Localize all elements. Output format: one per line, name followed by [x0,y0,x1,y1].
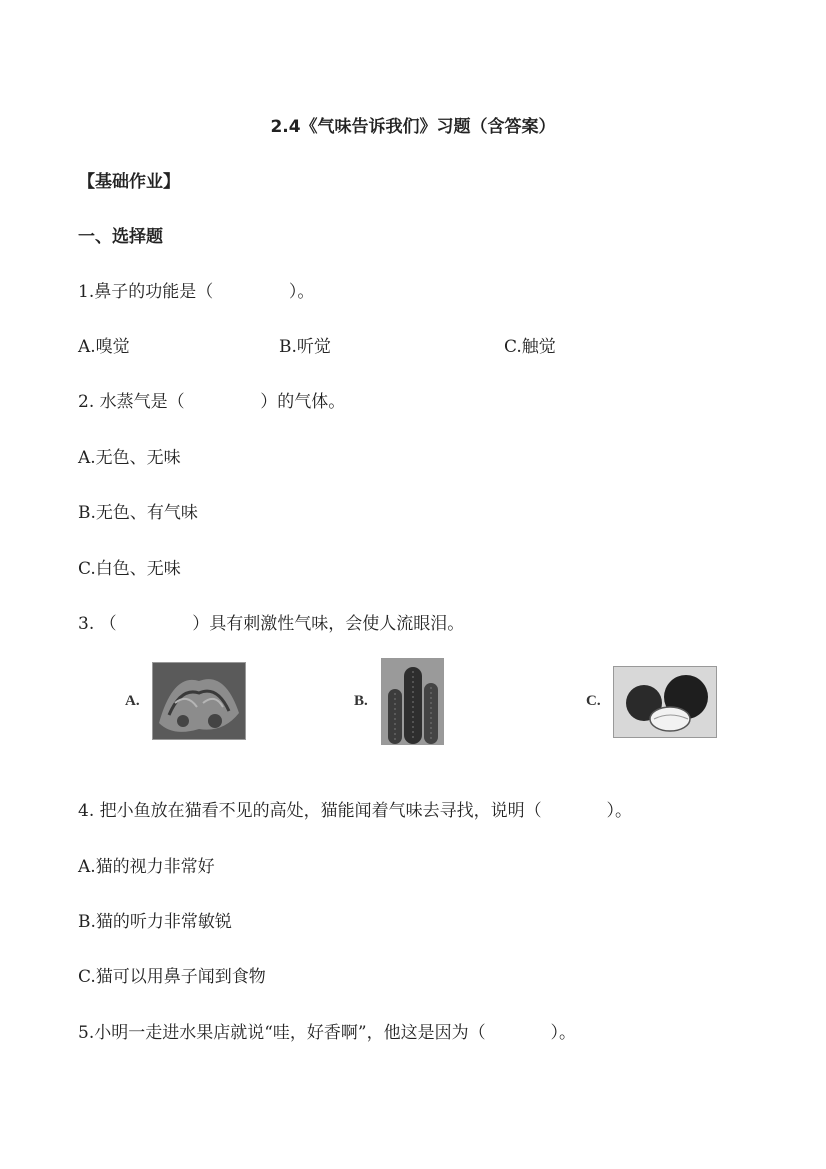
question-2-option-b[interactable]: B.无色、有气味 [78,503,198,523]
question-3-option-a-label[interactable]: A. [125,693,140,709]
question-1-option-b[interactable]: B.听觉 [279,337,331,357]
question-3-stem: 3. （ ）具有刺激性气味，会使人流眼泪。 [78,614,465,634]
question-2-stem: 2. 水蒸气是（ ）的气体。 [78,392,346,412]
question-3-option-b-label[interactable]: B. [354,693,368,709]
question-4-stem: 4. 把小鱼放在猫看不见的高处，猫能闻着气味去寻找，说明（ ）。 [78,801,632,821]
question-3-option-c-label[interactable]: C. [586,693,601,709]
question-4-option-a[interactable]: A.猫的视力非常好 [78,857,215,877]
page-title: 2.4《气味告诉我们》习题（含答案） [270,117,556,137]
question-1-option-a[interactable]: A.嗅觉 [78,337,130,357]
question-4-option-b[interactable]: B.猫的听力非常敏锐 [78,912,232,932]
question-1-stem: 1.鼻子的功能是（ ）。 [78,282,315,302]
leafy-vegetable-picture[interactable] [152,662,246,740]
question-5-stem: 5.小明一走进水果店就说“哇，好香啊”，他这是因为（ ）。 [78,1023,576,1043]
question-2-option-c[interactable]: C.白色、无味 [78,559,181,579]
onion-picture[interactable] [613,666,717,738]
part-heading-choice: 一、选择题 [78,227,163,247]
question-1-option-c[interactable]: C.触觉 [504,337,556,357]
section-heading-basic: 【基础作业】 [78,172,180,192]
question-2-option-a[interactable]: A.无色、无味 [78,448,181,468]
question-4-option-c[interactable]: C.猫可以用鼻子闻到食物 [78,967,266,987]
cactus-picture[interactable] [381,658,444,745]
